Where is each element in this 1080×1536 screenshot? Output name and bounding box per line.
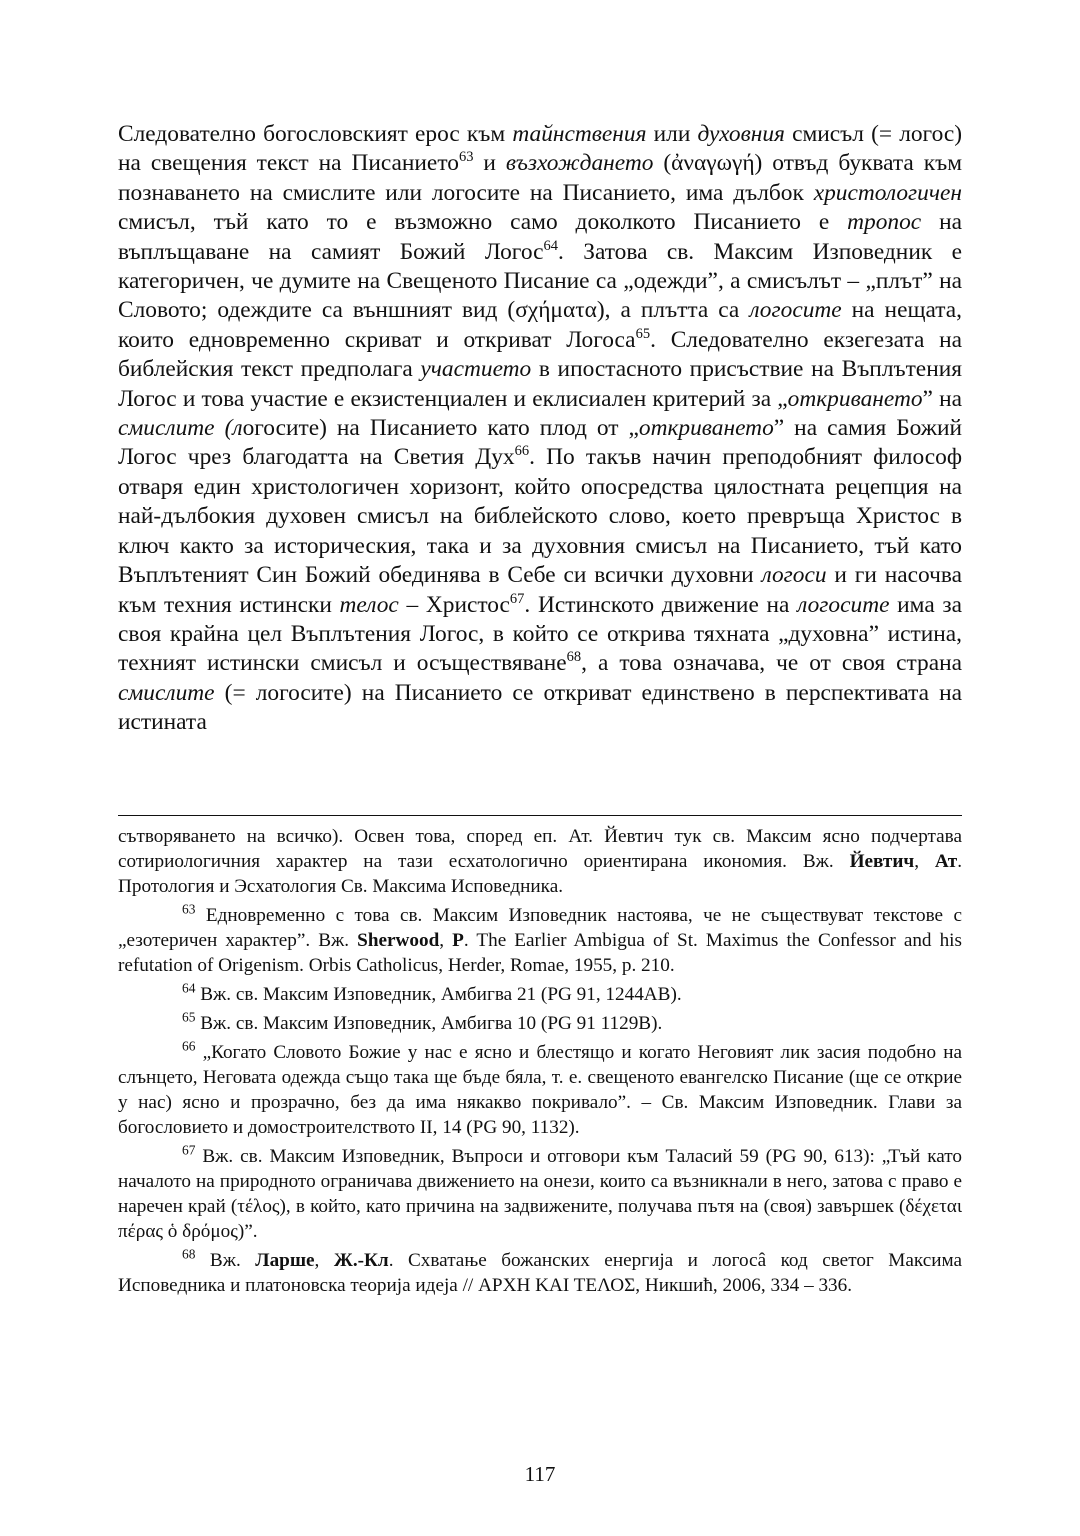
footnote-ref-67[interactable]: 67	[509, 590, 525, 607]
footnote-ref-64[interactable]: 64	[543, 237, 558, 254]
footnote-continuation: сътворяването на всичко). Освен това, според еп. Ат. Йевтич тук св. Максим ясно подчертава сотириологичния характер на тази есхатологично ориентирана икономия. Вж. Йевтич, Ат. Протология и Эсхатология Св. Максима Исповедника.	[118, 826, 963, 897]
main-text-block	[118, 120, 962, 738]
footnote-66: $^{66}$ „Когато Словото Божие у нас е ясно и блестящо и когато Неговият лик засия подобно на слънцето, Неговата одежда също така ще бъде бяла, т. е. свещеното евангелско Писание (ще се открие у нас) ясно и прозрачно, без да има някакво покривало”. – Св. Максим Изповедник. Глави за богословието и домостроителството II, 14 (PG 90, 1132).	[118, 1038, 962, 1138]
footnotes-block	[118, 824, 962, 1302]
footnote-64: $^{64}$ Вж. св. Максим Изповедник, Амбигва 21 (PG 91, 1244AB).	[182, 980, 682, 1005]
footnote-68: $^{68}$ Вж. Ларше, Ж.-Кл. Схватање божанских енергија и логосâ код светог Максима Исповедника и платоновска теорија идеја // ΑΡΧΗ ΚΑΙ ΤΕΛΟΣ, Никшић, 2006, 334 – 336.	[118, 1246, 963, 1296]
footnote-67: $^{67}$ Вж. св. Максим Изповедник, Въпроси и отговори към Таласий 59 (PG 90, 613): „Тъй като началото на природното ограничава движението на онези, които са възникнали в него, затова с право е наречен край (τέλος), в който, като причина на задвижените, получава пътя на (своя) завършек (δέχεται πέρας ὁ δρόμος)”.	[118, 1142, 962, 1242]
footnote-65: $^{65}$ Вж. св. Максим Изповедник, Амбигва 10 (PG 91 1129B).	[182, 1009, 663, 1034]
page-number: 117	[524, 1462, 556, 1486]
footnote-ref-63[interactable]: 63	[458, 149, 474, 166]
footnote-separator-rule	[118, 815, 962, 816]
footnote-ref-68[interactable]: 68	[566, 649, 582, 666]
footnote-63: $^{63}$ Едновременно с това св. Максим Изповедник настоява, че не съществуват текстове с „езотеричен характер”. Вж. Sherwood, P. The Earlier Ambigua of St. Maximus the Confessor and his refutation of Origenism. Orbis Catholicus, Herder, Romae, 1955, p. 210.	[118, 901, 962, 976]
footnote-ref-66[interactable]: 66	[514, 443, 530, 460]
body-paragraph: Следователно богословският ерос към тайнствения или духовния смисъл (= логос) на свещения текст на Писанието$^{63}$ и възхождането (ἀναγωγή) отвъд буквата към познаването на смислите или логосите на Писанието, има дълбок христологичен смисъл, тъй като то е възможно само доколкото Писанието е тропос на въплъщаване на самият Божий Логос$^{64}$. Затова св. Максим Изповедник е категоричен, че думите на Свещеното Писание са „одежди”, а смисълът – „плът” на Словото; одеждите са външният вид (σχήματα), а плътта са логосите на нещата, които едновременно скриват и откриват Логоса$^{65}$. Следователно екзегезата на библейския текст предполага участието в ипостасното присъствие на Въплътения Логос и това участие е екзистенциален и еклисиален критерий за „откриването” на смислите (логосите) на Писанието като плод от „откриването” на самия Божий Логос чрез благодатта на Светия Дух$^{66}$. По такъв начин преподобният философ отваря един христологичен хоризонт, който опосредства цялостната рецепция на най-дълбокия духовен смисъл на библейското слово, което превръща Христос в ключ както за историческия, така и за духовния смисъл на Писанието, тъй като Въплътеният Син Божий обединява в Себе си всички духовни логоси и ги насочва към техния истински телос – Христос$^{67}$. Истинското движение на логосите има за своя крайна цел Въплътения Логос, в който се открива тяхната „духовна” истина, техният истински смисъл и осъществяване$^{68}$, а това означава, че от своя страна смислите (= логосите) на Писанието се откриват единствено в перспективата на истината	[118, 121, 963, 736]
footnote-ref-65[interactable]: 65	[635, 326, 651, 343]
